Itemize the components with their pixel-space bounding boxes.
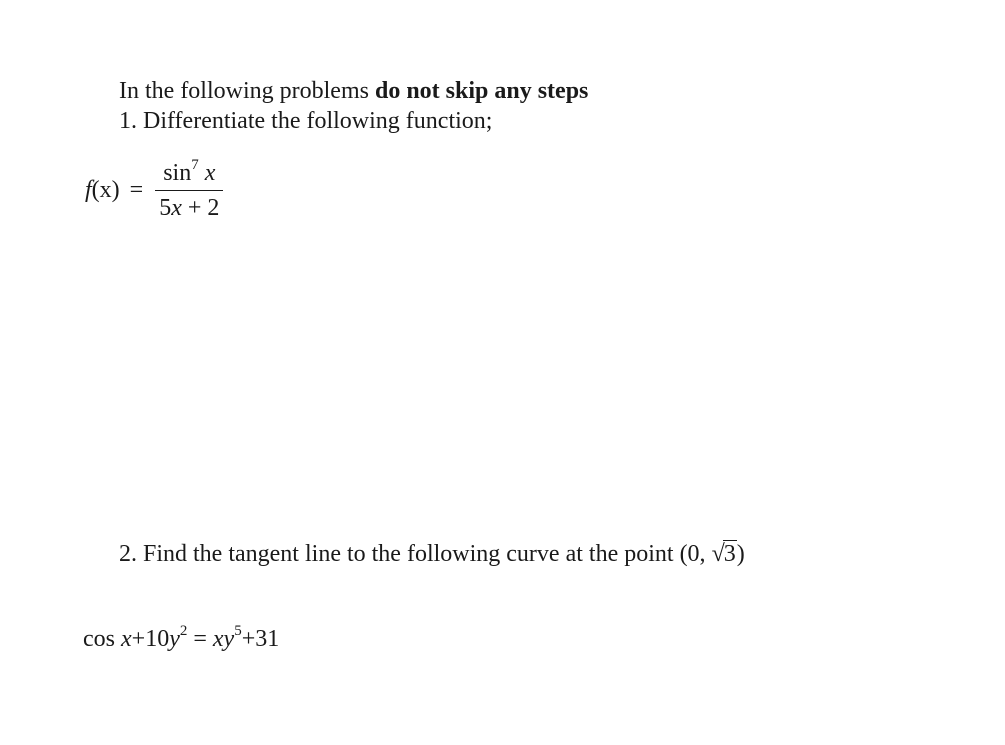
denominator-const: + 2 — [181, 194, 220, 221]
denominator-var: x — [171, 194, 182, 221]
point-close: ) — [736, 541, 745, 567]
curve-plus-10: +10 — [131, 626, 170, 652]
numerator-sin: sin — [163, 159, 192, 186]
curve-cos: cos — [83, 626, 121, 652]
problem-1-prompt: 1. Differentiate the following function; — [119, 108, 493, 134]
sqrt-radicand: 3 — [723, 541, 736, 567]
sqrt — [712, 540, 737, 568]
equals-sign: = — [129, 176, 144, 203]
function-arg: (x) — [91, 176, 120, 203]
curve-xy: xy — [212, 626, 235, 652]
point-open: (0, — [679, 541, 712, 567]
curve-plus-31: +31 — [241, 626, 280, 652]
fraction — [155, 156, 223, 221]
curve-equals: = — [187, 626, 213, 652]
problem-2-prompt — [119, 540, 745, 568]
instruction-normal: In the following problems — [119, 78, 375, 104]
instruction-emphasis: do not skip any steps — [374, 78, 589, 104]
function-equation — [85, 157, 223, 223]
curve-y-power: 2 — [179, 623, 188, 639]
curve-y: y — [169, 626, 180, 652]
fraction-numerator — [159, 156, 219, 190]
function-lhs — [85, 177, 120, 204]
function-name: f — [85, 176, 92, 203]
numerator-power: 7 — [191, 156, 199, 173]
curve-equation — [83, 625, 279, 653]
curve-xy-power: 5 — [234, 623, 242, 639]
problem-2-text: 2. Find the tangent line to the following curve at the point — [119, 541, 680, 567]
numerator-var: x — [204, 159, 216, 186]
curve-x: x — [121, 626, 132, 652]
instruction-text — [119, 77, 588, 105]
denominator-coef: 5 — [159, 194, 172, 221]
fraction-denominator — [155, 191, 223, 221]
sqrt-symbol: √ — [711, 541, 725, 567]
